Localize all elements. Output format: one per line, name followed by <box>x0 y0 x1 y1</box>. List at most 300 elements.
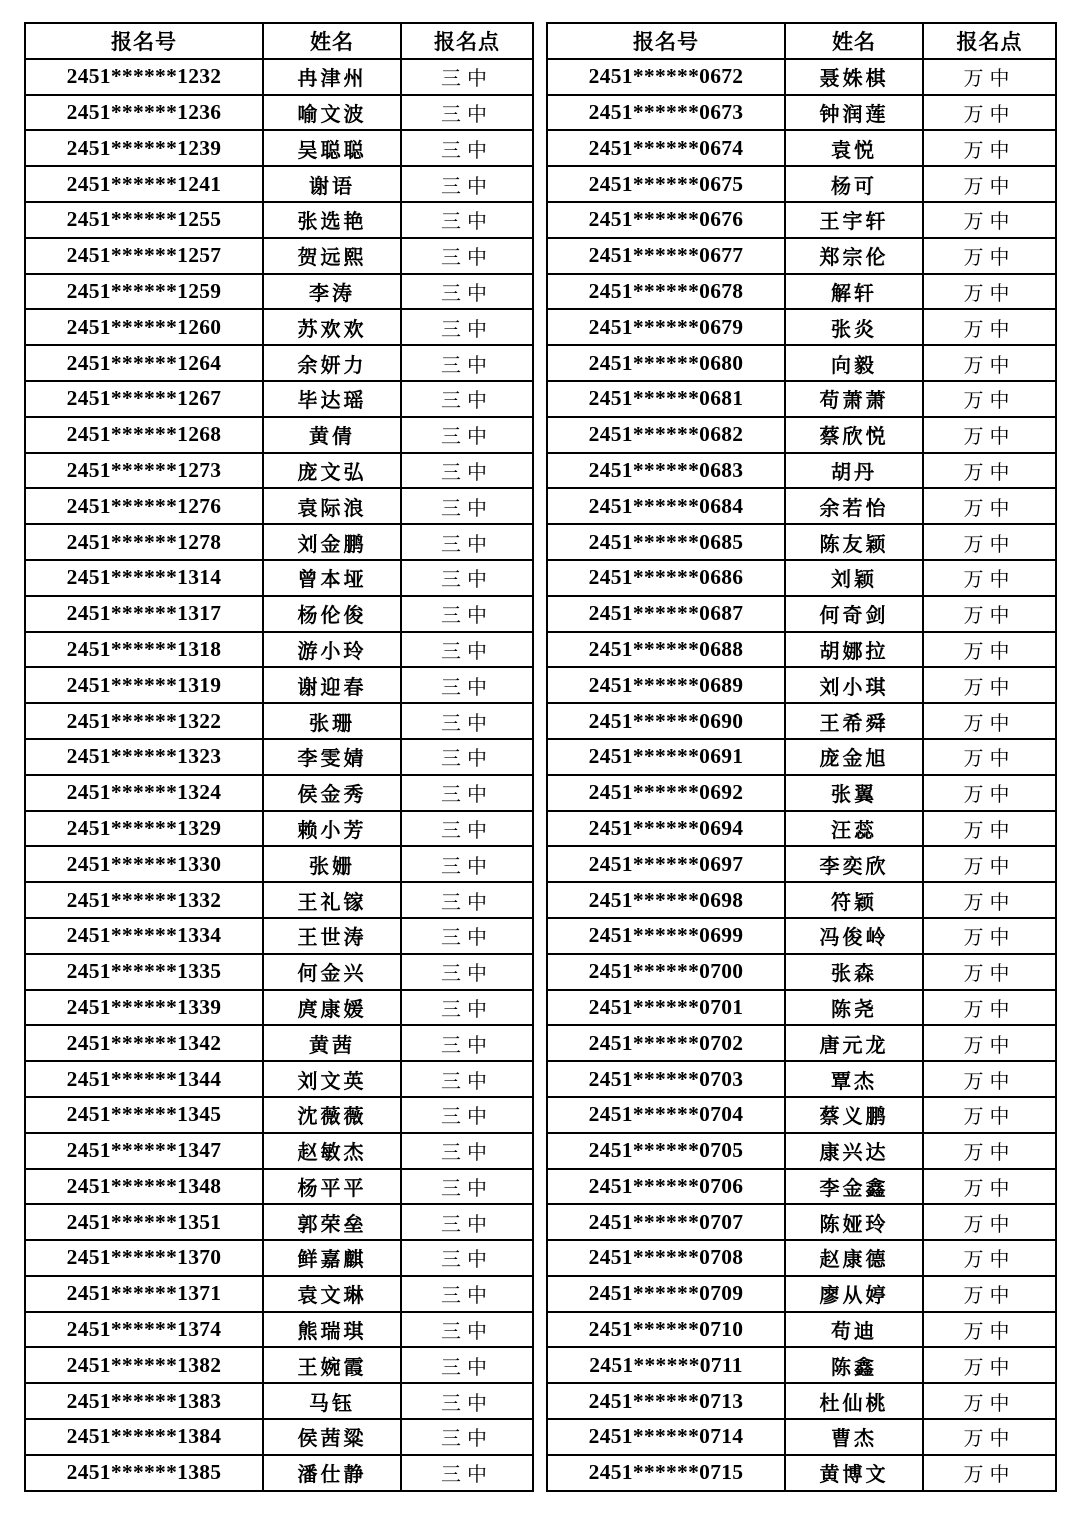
registration-number-cell: 2451******0714 <box>547 1419 785 1455</box>
registration-number-cell: 2451******1382 <box>25 1347 263 1383</box>
registration-number-cell: 2451******0703 <box>547 1061 785 1097</box>
table-row <box>547 1276 1056 1312</box>
header-row <box>25 23 533 59</box>
registration-number-cell: 2451******1374 <box>25 1312 263 1348</box>
registration-site-cell: 三中 <box>401 166 533 202</box>
registration-site-cell: 三中 <box>401 202 533 238</box>
name-cell: 汪蕊 <box>785 811 923 847</box>
name-cell: 陈尧 <box>785 990 923 1026</box>
registration-site-cell: 万中 <box>923 524 1056 560</box>
name-cell: 王世涛 <box>263 918 401 954</box>
table-row <box>25 846 533 882</box>
registration-number-cell: 2451******0713 <box>547 1383 785 1419</box>
name-cell: 李奕欣 <box>785 846 923 882</box>
registration-site-cell: 三中 <box>401 882 533 918</box>
table-row <box>25 1204 533 1240</box>
registration-number-cell: 2451******1232 <box>25 59 263 95</box>
table-row <box>547 1061 1056 1097</box>
registration-site-cell: 三中 <box>401 274 533 310</box>
name-cell: 李雯婧 <box>263 739 401 775</box>
registration-site-cell: 三中 <box>401 381 533 417</box>
registration-site-cell: 三中 <box>401 1169 533 1205</box>
registration-site-cell: 三中 <box>401 1025 533 1061</box>
header-registration-number: 报名号 <box>547 23 785 59</box>
table-row <box>25 1383 533 1419</box>
table-row <box>25 882 533 918</box>
registration-number-cell: 2451******0672 <box>547 59 785 95</box>
table-row <box>547 667 1056 703</box>
registration-number-cell: 2451******1257 <box>25 238 263 274</box>
table-row <box>25 59 533 95</box>
registration-site-cell: 三中 <box>401 1383 533 1419</box>
registration-site-cell: 万中 <box>923 1025 1056 1061</box>
table-row <box>547 560 1056 596</box>
name-cell: 庞金旭 <box>785 739 923 775</box>
registration-site-cell: 万中 <box>923 381 1056 417</box>
registration-number-cell: 2451******0707 <box>547 1204 785 1240</box>
registration-site-cell: 万中 <box>923 166 1056 202</box>
registration-number-cell: 2451******1342 <box>25 1025 263 1061</box>
registration-site-cell: 万中 <box>923 238 1056 274</box>
registration-number-cell: 2451******0681 <box>547 381 785 417</box>
registration-number-cell: 2451******0704 <box>547 1097 785 1133</box>
name-cell: 冉津州 <box>263 59 401 95</box>
registration-site-cell: 三中 <box>401 1312 533 1348</box>
table-row <box>547 1419 1056 1455</box>
registration-site-cell: 三中 <box>401 846 533 882</box>
table-row <box>547 1312 1056 1348</box>
registration-site-cell: 三中 <box>401 596 533 632</box>
table-row <box>547 1169 1056 1205</box>
table-row <box>25 453 533 489</box>
registration-number-cell: 2451******1276 <box>25 488 263 524</box>
header-registration-number: 报名号 <box>25 23 263 59</box>
registration-number-cell: 2451******0708 <box>547 1240 785 1276</box>
registration-number-cell: 2451******1347 <box>25 1133 263 1169</box>
table-row <box>547 596 1056 632</box>
name-cell: 唐元龙 <box>785 1025 923 1061</box>
registration-site-cell: 三中 <box>401 488 533 524</box>
table-row <box>25 703 533 739</box>
registration-number-cell: 2451******1384 <box>25 1419 263 1455</box>
name-cell: 胡丹 <box>785 453 923 489</box>
registration-number-cell: 2451******1267 <box>25 381 263 417</box>
right-table-body <box>547 59 1056 1491</box>
registration-site-cell: 万中 <box>923 775 1056 811</box>
registration-number-cell: 2451******1236 <box>25 95 263 131</box>
registration-site-cell: 万中 <box>923 309 1056 345</box>
registration-number-cell: 2451******1370 <box>25 1240 263 1276</box>
table-row <box>25 667 533 703</box>
name-cell: 张翼 <box>785 775 923 811</box>
registration-site-cell: 万中 <box>923 1383 1056 1419</box>
table-row <box>25 918 533 954</box>
table-row <box>25 381 533 417</box>
table-row <box>547 1347 1056 1383</box>
name-cell: 何金兴 <box>263 954 401 990</box>
registration-number-cell: 2451******0688 <box>547 632 785 668</box>
registration-number-cell: 2451******0694 <box>547 811 785 847</box>
name-cell: 黄茜 <box>263 1025 401 1061</box>
registration-site-cell: 万中 <box>923 1276 1056 1312</box>
registration-site-cell: 三中 <box>401 309 533 345</box>
registration-number-cell: 2451******0701 <box>547 990 785 1026</box>
registration-site-cell: 万中 <box>923 882 1056 918</box>
registration-site-cell: 三中 <box>401 703 533 739</box>
name-cell: 赖小芳 <box>263 811 401 847</box>
registration-number-cell: 2451******1339 <box>25 990 263 1026</box>
registration-number-cell: 2451******1259 <box>25 274 263 310</box>
name-cell: 谢语 <box>263 166 401 202</box>
name-cell: 贺远熙 <box>263 238 401 274</box>
registration-number-cell: 2451******0700 <box>547 954 785 990</box>
header-name: 姓名 <box>263 23 401 59</box>
name-cell: 刘金鹏 <box>263 524 401 560</box>
name-cell: 曾本垭 <box>263 560 401 596</box>
table-row <box>547 846 1056 882</box>
table-row <box>547 1097 1056 1133</box>
table-row <box>547 345 1056 381</box>
table-row <box>25 632 533 668</box>
registration-number-cell: 2451******0689 <box>547 667 785 703</box>
table-row <box>547 524 1056 560</box>
registration-site-cell: 万中 <box>923 95 1056 131</box>
left-table-body <box>25 59 533 1491</box>
table-row <box>25 1169 533 1205</box>
registration-number-cell: 2451******0684 <box>547 488 785 524</box>
name-cell: 余妍力 <box>263 345 401 381</box>
registration-site-cell: 万中 <box>923 1204 1056 1240</box>
name-cell: 侯金秀 <box>263 775 401 811</box>
registration-number-cell: 2451******0687 <box>547 596 785 632</box>
registration-number-cell: 2451******0673 <box>547 95 785 131</box>
table-row <box>547 1455 1056 1491</box>
table-row <box>547 1204 1056 1240</box>
table-row <box>25 1061 533 1097</box>
name-cell: 王礼镓 <box>263 882 401 918</box>
registration-site-cell: 万中 <box>923 1133 1056 1169</box>
registration-number-cell: 2451******1260 <box>25 309 263 345</box>
header-name: 姓名 <box>785 23 923 59</box>
table-row <box>25 1455 533 1491</box>
name-cell: 李金鑫 <box>785 1169 923 1205</box>
name-cell: 张姗 <box>263 846 401 882</box>
left-roster-table <box>24 22 534 1492</box>
name-cell: 张森 <box>785 954 923 990</box>
name-cell: 郑宗伦 <box>785 238 923 274</box>
registration-number-cell: 2451******1351 <box>25 1204 263 1240</box>
table-row <box>547 202 1056 238</box>
table-row <box>25 739 533 775</box>
registration-site-cell: 万中 <box>923 846 1056 882</box>
name-cell: 王宇轩 <box>785 202 923 238</box>
table-row <box>25 1097 533 1133</box>
registration-site-cell: 万中 <box>923 274 1056 310</box>
registration-number-cell: 2451******0691 <box>547 739 785 775</box>
table-row <box>547 739 1056 775</box>
registration-site-cell: 万中 <box>923 1419 1056 1455</box>
table-row <box>25 954 533 990</box>
registration-site-cell: 三中 <box>401 1061 533 1097</box>
name-cell: 胡娜拉 <box>785 632 923 668</box>
table-row <box>547 95 1056 131</box>
table-row <box>547 703 1056 739</box>
registration-number-cell: 2451******1335 <box>25 954 263 990</box>
registration-site-cell: 三中 <box>401 1204 533 1240</box>
name-cell: 陈鑫 <box>785 1347 923 1383</box>
table-row <box>25 524 533 560</box>
registration-number-cell: 2451******0679 <box>547 309 785 345</box>
name-cell: 杜仙桃 <box>785 1383 923 1419</box>
name-cell: 余若怡 <box>785 488 923 524</box>
registration-site-cell: 三中 <box>401 1347 533 1383</box>
registration-site-cell: 万中 <box>923 632 1056 668</box>
name-cell: 蔡义鹏 <box>785 1097 923 1133</box>
name-cell: 鲜嘉麒 <box>263 1240 401 1276</box>
name-cell: 庞文弘 <box>263 453 401 489</box>
table-row <box>25 488 533 524</box>
registration-number-cell: 2451******1322 <box>25 703 263 739</box>
registration-number-cell: 2451******0678 <box>547 274 785 310</box>
registration-site-cell: 三中 <box>401 954 533 990</box>
name-cell: 覃杰 <box>785 1061 923 1097</box>
registration-number-cell: 2451******0698 <box>547 882 785 918</box>
table-row <box>25 166 533 202</box>
registration-number-cell: 2451******0699 <box>547 918 785 954</box>
registration-site-cell: 万中 <box>923 596 1056 632</box>
registration-number-cell: 2451******1383 <box>25 1383 263 1419</box>
name-cell: 苟迪 <box>785 1312 923 1348</box>
registration-number-cell: 2451******0706 <box>547 1169 785 1205</box>
table-row <box>25 345 533 381</box>
registration-site-cell: 三中 <box>401 918 533 954</box>
table-row <box>25 990 533 1026</box>
registration-site-cell: 万中 <box>923 488 1056 524</box>
table-row <box>25 309 533 345</box>
registration-site-cell: 三中 <box>401 1276 533 1312</box>
header-registration-site: 报名点 <box>401 23 533 59</box>
name-cell: 袁悦 <box>785 130 923 166</box>
table-row <box>25 596 533 632</box>
name-cell: 蔡欣悦 <box>785 417 923 453</box>
registration-site-cell: 万中 <box>923 954 1056 990</box>
registration-number-cell: 2451******1330 <box>25 846 263 882</box>
name-cell: 杨平平 <box>263 1169 401 1205</box>
registration-number-cell: 2451******1239 <box>25 130 263 166</box>
registration-number-cell: 2451******1255 <box>25 202 263 238</box>
registration-number-cell: 2451******0675 <box>547 166 785 202</box>
registration-number-cell: 2451******1385 <box>25 1455 263 1491</box>
name-cell: 喻文波 <box>263 95 401 131</box>
table-row <box>547 632 1056 668</box>
registration-number-cell: 2451******0697 <box>547 846 785 882</box>
table-row <box>25 238 533 274</box>
name-cell: 袁文琳 <box>263 1276 401 1312</box>
registration-number-cell: 2451******0709 <box>547 1276 785 1312</box>
registration-number-cell: 2451******1318 <box>25 632 263 668</box>
registration-number-cell: 2451******1241 <box>25 166 263 202</box>
table-row <box>25 1025 533 1061</box>
table-row <box>25 1240 533 1276</box>
table-row <box>547 309 1056 345</box>
name-cell: 康兴达 <box>785 1133 923 1169</box>
name-cell: 袁际浪 <box>263 488 401 524</box>
registration-number-cell: 2451******1319 <box>25 667 263 703</box>
registration-number-cell: 2451******1268 <box>25 417 263 453</box>
registration-site-cell: 三中 <box>401 990 533 1026</box>
table-row <box>25 1347 533 1383</box>
registration-site-cell: 三中 <box>401 739 533 775</box>
name-cell: 赵敏杰 <box>263 1133 401 1169</box>
table-row <box>25 1133 533 1169</box>
registration-number-cell: 2451******0711 <box>547 1347 785 1383</box>
name-cell: 郭荣垒 <box>263 1204 401 1240</box>
registration-number-cell: 2451******0682 <box>547 417 785 453</box>
registration-site-cell: 万中 <box>923 990 1056 1026</box>
name-cell: 张珊 <box>263 703 401 739</box>
name-cell: 王婉霞 <box>263 1347 401 1383</box>
name-cell: 冯俊岭 <box>785 918 923 954</box>
registration-number-cell: 2451******1324 <box>25 775 263 811</box>
table-row <box>547 990 1056 1026</box>
table-row <box>547 1025 1056 1061</box>
registration-number-cell: 2451******0705 <box>547 1133 785 1169</box>
name-cell: 游小玲 <box>263 632 401 668</box>
table-row <box>547 417 1056 453</box>
registration-number-cell: 2451******1323 <box>25 739 263 775</box>
name-cell: 符颖 <box>785 882 923 918</box>
registration-site-cell: 三中 <box>401 1097 533 1133</box>
registration-site-cell: 万中 <box>923 560 1056 596</box>
registration-number-cell: 2451******1329 <box>25 811 263 847</box>
table-row <box>547 954 1056 990</box>
name-cell: 杨可 <box>785 166 923 202</box>
registration-site-cell: 万中 <box>923 1097 1056 1133</box>
table-row <box>25 1312 533 1348</box>
registration-site-cell: 万中 <box>923 1312 1056 1348</box>
table-row <box>547 1133 1056 1169</box>
registration-site-cell: 万中 <box>923 417 1056 453</box>
name-cell: 陈友颖 <box>785 524 923 560</box>
registration-number-cell: 2451******0715 <box>547 1455 785 1491</box>
table-row <box>25 1276 533 1312</box>
name-cell: 杨伦俊 <box>263 596 401 632</box>
table-row <box>547 59 1056 95</box>
table-row <box>25 274 533 310</box>
name-cell: 解轩 <box>785 274 923 310</box>
registration-site-cell: 万中 <box>923 202 1056 238</box>
name-cell: 侯茜粱 <box>263 1419 401 1455</box>
registration-site-cell: 万中 <box>923 667 1056 703</box>
registration-site-cell: 三中 <box>401 345 533 381</box>
registration-site-cell: 三中 <box>401 1240 533 1276</box>
table-row <box>547 453 1056 489</box>
registration-number-cell: 2451******1344 <box>25 1061 263 1097</box>
name-cell: 曹杰 <box>785 1419 923 1455</box>
registration-number-cell: 2451******0686 <box>547 560 785 596</box>
name-cell: 李涛 <box>263 274 401 310</box>
registration-site-cell: 万中 <box>923 345 1056 381</box>
table-row <box>25 202 533 238</box>
registration-number-cell: 2451******0674 <box>547 130 785 166</box>
name-cell: 向毅 <box>785 345 923 381</box>
registration-site-cell: 万中 <box>923 453 1056 489</box>
name-cell: 王希舜 <box>785 703 923 739</box>
registration-site-cell: 三中 <box>401 1419 533 1455</box>
registration-site-cell: 万中 <box>923 1169 1056 1205</box>
name-cell: 钟润莲 <box>785 95 923 131</box>
registration-number-cell: 2451******1264 <box>25 345 263 381</box>
name-cell: 黄博文 <box>785 1455 923 1491</box>
registration-site-cell: 万中 <box>923 1455 1056 1491</box>
name-cell: 赵康德 <box>785 1240 923 1276</box>
registration-site-cell: 三中 <box>401 811 533 847</box>
table-row <box>547 274 1056 310</box>
registration-site-cell: 三中 <box>401 1455 533 1491</box>
name-cell: 马钰 <box>263 1383 401 1419</box>
table-row <box>547 166 1056 202</box>
registration-site-cell: 三中 <box>401 130 533 166</box>
table-row <box>547 918 1056 954</box>
registration-number-cell: 2451******1332 <box>25 882 263 918</box>
registration-number-cell: 2451******0680 <box>547 345 785 381</box>
table-row <box>547 1383 1056 1419</box>
table-row <box>547 1240 1056 1276</box>
registration-site-cell: 万中 <box>923 918 1056 954</box>
registration-site-cell: 三中 <box>401 1133 533 1169</box>
name-cell: 刘颖 <box>785 560 923 596</box>
table-row <box>547 130 1056 166</box>
registration-site-cell: 三中 <box>401 632 533 668</box>
registration-site-cell: 三中 <box>401 95 533 131</box>
registration-number-cell: 2451******1348 <box>25 1169 263 1205</box>
name-cell: 刘文英 <box>263 1061 401 1097</box>
registration-number-cell: 2451******0683 <box>547 453 785 489</box>
registration-site-cell: 万中 <box>923 1240 1056 1276</box>
registration-site-cell: 三中 <box>401 453 533 489</box>
registration-site-cell: 三中 <box>401 59 533 95</box>
registration-number-cell: 2451******0702 <box>547 1025 785 1061</box>
table-row <box>547 811 1056 847</box>
registration-site-cell: 三中 <box>401 667 533 703</box>
registration-number-cell: 2451******1314 <box>25 560 263 596</box>
name-cell: 庹康媛 <box>263 990 401 1026</box>
name-cell: 张炎 <box>785 309 923 345</box>
registration-site-cell: 三中 <box>401 524 533 560</box>
name-cell: 苟萧萧 <box>785 381 923 417</box>
registration-number-cell: 2451******1334 <box>25 918 263 954</box>
registration-number-cell: 2451******1278 <box>25 524 263 560</box>
registration-site-cell: 三中 <box>401 560 533 596</box>
registration-site-cell: 三中 <box>401 417 533 453</box>
table-row <box>25 775 533 811</box>
name-cell: 刘小琪 <box>785 667 923 703</box>
name-cell: 熊瑞琪 <box>263 1312 401 1348</box>
registration-number-cell: 2451******0710 <box>547 1312 785 1348</box>
table-row <box>25 811 533 847</box>
registration-number-cell: 2451******1345 <box>25 1097 263 1133</box>
name-cell: 毕达瑶 <box>263 381 401 417</box>
registration-site-cell: 三中 <box>401 238 533 274</box>
registration-number-cell: 2451******0690 <box>547 703 785 739</box>
table-row <box>25 560 533 596</box>
name-cell: 廖从婷 <box>785 1276 923 1312</box>
table-row <box>25 95 533 131</box>
table-row <box>547 488 1056 524</box>
table-row <box>25 130 533 166</box>
registration-number-cell: 2451******0676 <box>547 202 785 238</box>
name-cell: 潘仕静 <box>263 1455 401 1491</box>
